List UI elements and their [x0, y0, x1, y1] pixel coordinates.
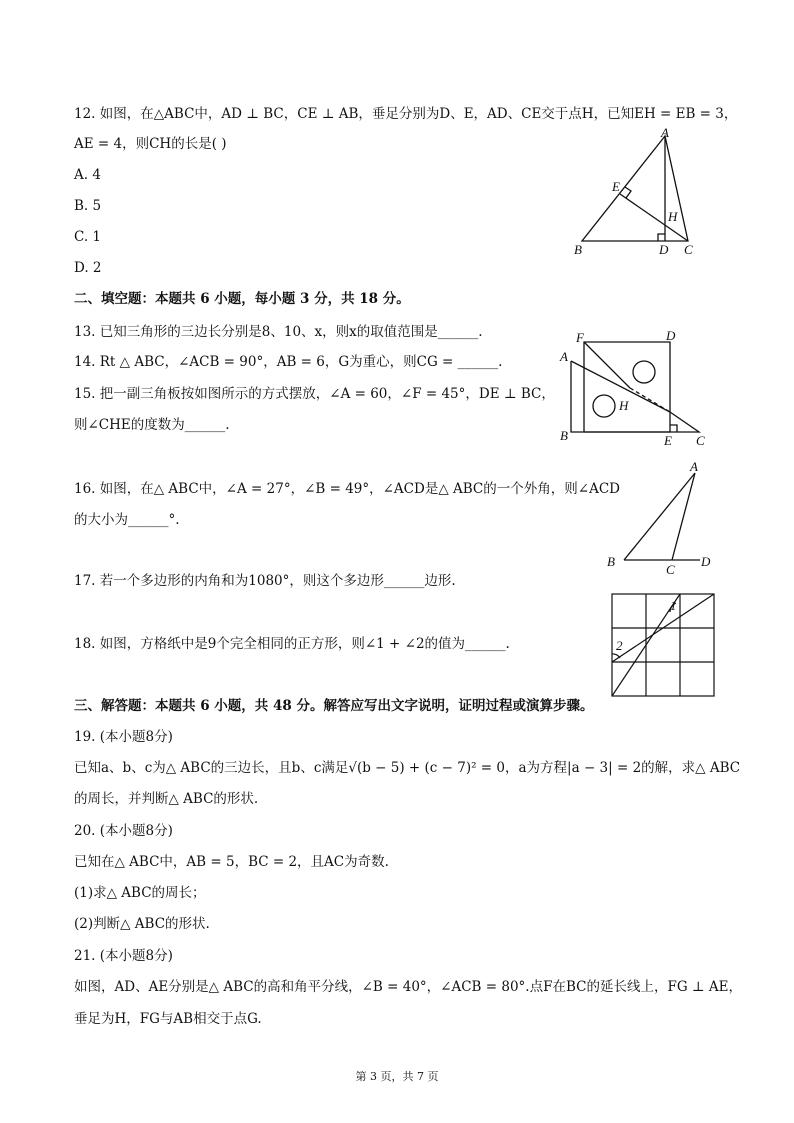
q12-triangle-figure — [570, 128, 710, 260]
q18-text: 18. 如图，方格纸中是9个完全相同的正方形，则∠1 + ∠2的值为______. — [74, 636, 510, 652]
q12-label-e: E — [612, 179, 620, 194]
q12-option-d: D. 2 — [74, 260, 102, 276]
q20-line1: 已知在△ ABC中，AB = 5，BC = 2，且AC为奇数. — [74, 854, 389, 870]
q12-stem-line2: AE = 4，则CH的长是( ) — [74, 136, 227, 152]
q12-label-d: D — [659, 242, 669, 257]
q12-option-b: B. 5 — [74, 198, 102, 214]
q12-option-a: A. 4 — [74, 167, 101, 183]
q12-label-c: C — [684, 242, 693, 257]
q15-line2: 则∠CHE的度数为______. — [74, 417, 230, 433]
q13-text: 13. 已知三角形的三边长分别是8、10、x，则x的取值范围是______. — [74, 324, 483, 340]
q14-text: 14. Rt △ ABC，∠ACB = 90°，AB = 6，G为重心，则CG = ______. — [74, 354, 503, 370]
q15-label-b: B — [560, 428, 568, 443]
q21-line2: 垂足为H，FG与AB相交于点G. — [74, 1011, 262, 1027]
q20-part1: (1)求△ ABC的周长； — [74, 885, 206, 901]
q15-label-a: A — [560, 349, 568, 364]
q20-head: 20. (本小题8分) — [74, 823, 173, 839]
q15-label-e: E — [664, 433, 672, 448]
q19-line1: 已知a、b、c为△ ABC的三边长，且b、c满足√(b − 5) + (c − 7)² = 0，a为方程|a − 3| = 2的解，求△ ABC — [74, 760, 741, 776]
q16-line2: 的大小为______°. — [74, 512, 180, 528]
q16-label-a: A — [690, 459, 698, 474]
q15-label-h: H — [619, 398, 629, 413]
q19-line2: 的周长，并判断△ ABC的形状. — [74, 791, 259, 807]
q16-line1: 16. 如图，在△ ABC中，∠A = 27°，∠B = 49°，∠ACD是△ ABC的一个外角，则∠ACD — [74, 481, 620, 497]
q16-triangle-figure — [600, 458, 720, 576]
page-footer: 第 3 页，共 7 页 — [355, 1070, 439, 1083]
q19-head: 19. (本小题8分) — [74, 729, 173, 745]
q18-label-angle2: 2 — [616, 638, 623, 653]
section2-title: 二、填空题：本题共 6 小题，每小题 3 分，共 18 分。 — [74, 291, 410, 307]
q16-label-c: C — [666, 562, 675, 576]
q12-option-c: C. 1 — [74, 229, 102, 245]
q16-label-b: B — [607, 554, 615, 569]
q12-label-a: A — [661, 128, 669, 140]
q21-head: 21. (本小题8分) — [74, 948, 173, 964]
q16-label-d: D — [701, 554, 711, 569]
section3-title: 三、解答题：本题共 6 小题，共 48 分。解答应写出文字说明，证明过程或演算步骤。 — [74, 698, 594, 714]
q15-label-c: C — [696, 433, 705, 448]
q15-line1: 15. 把一副三角板按如图所示的方式摆放，∠A = 60，∠F = 45°，DE ⊥ BC， — [74, 386, 555, 402]
q12-label-b: B — [574, 242, 582, 257]
q12-stem-line1: 12. 如图，在△ABC中，AD ⊥ BC，CE ⊥ AB，垂足分别为D、E，AD、CE交于点H，已知EH = EB = 3， — [74, 106, 738, 122]
q18-grid-figure — [608, 590, 718, 700]
q20-part2: (2)判断△ ABC的形状. — [74, 916, 210, 932]
q15-label-d: D — [666, 328, 676, 343]
q17-text: 17. 若一个多边形的内角和为1080°，则这个多边形______边形. — [74, 573, 456, 589]
q15-label-f: F — [576, 330, 584, 345]
q15-set-square-figure — [556, 328, 716, 450]
q12-label-h: H — [668, 209, 678, 224]
q21-line1: 如图，AD、AE分别是△ ABC的高和角平分线，∠B = 40°，∠ACB = 80°.点F在BC的延长线上，FG ⊥ AE， — [74, 979, 742, 995]
q18-label-angle1: 1 — [670, 598, 677, 613]
